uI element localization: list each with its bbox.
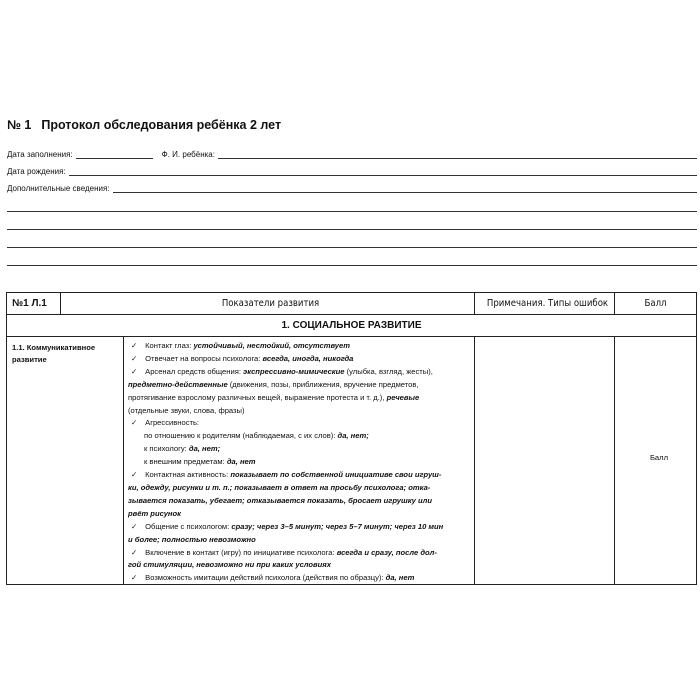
divider xyxy=(474,293,475,314)
child-name-field[interactable] xyxy=(218,148,697,159)
child-name-label: Ф. И. ребёнка: xyxy=(161,150,215,159)
check-icon: ✓ xyxy=(131,418,138,428)
section-title: 1. СОЦИАЛЬНОЕ РАЗВИТИЕ xyxy=(7,315,696,337)
row-label: 1.1. Коммуникативное развитие xyxy=(12,343,96,364)
list-item-continued xyxy=(128,508,475,521)
list-item-continued xyxy=(128,482,475,495)
row-score: Балл xyxy=(649,453,669,462)
header-notes: Примечания. Типы ошибок xyxy=(486,298,609,309)
item-options: зывается показать, убегает; отказывается показать, бросает игрушку или xyxy=(128,495,433,505)
extra-info-line-1[interactable] xyxy=(7,211,697,212)
divider xyxy=(123,336,124,584)
check-icon: ✓ xyxy=(131,366,138,376)
date-filled-label: Дата заполнения: xyxy=(7,150,73,159)
item-label: Возможность имитации действий психолога (действия по образцу): xyxy=(145,573,386,583)
protocol-table xyxy=(6,292,697,585)
item-options: ки, одежду, рисунки и т. п.; показывает в ответ на просьбу психолога; отка- xyxy=(128,482,431,492)
check-icon: ✓ xyxy=(131,521,138,531)
list-item xyxy=(128,366,475,379)
item-options: показывает по собственной инициативе свои игруш- xyxy=(230,470,442,480)
item-text: к внешним предметам: xyxy=(144,457,227,467)
list-item xyxy=(128,572,475,585)
header-code: №1 Л.1 xyxy=(12,298,47,309)
protocol-number: № 1 xyxy=(7,118,32,132)
extra-info-line-4[interactable] xyxy=(7,265,697,266)
protocol-title: Протокол обследования ребёнка 2 лет xyxy=(41,118,282,132)
list-item-continued xyxy=(128,534,475,547)
item-label: Контактная активность: xyxy=(145,470,231,480)
item-text: (отдельные звуки, слова, фразы) xyxy=(128,405,245,415)
check-icon: ✓ xyxy=(131,353,138,363)
item-text: (движения, позы, приближения, вручение предметов, xyxy=(227,379,419,389)
header-score: Балл xyxy=(644,298,667,309)
item-options: рвёт рисунок xyxy=(128,508,182,518)
check-icon: ✓ xyxy=(131,470,138,480)
divider xyxy=(60,293,61,314)
item-label: Общение с психологом: xyxy=(145,521,232,531)
item-label: Отвечает на вопросы психолога: xyxy=(145,353,263,363)
list-item xyxy=(128,469,475,482)
item-label: Включение в контакт (игру) по инициативе психолога: xyxy=(145,547,337,557)
list-item-continued xyxy=(128,495,475,508)
list-subitem xyxy=(128,443,475,456)
item-options: сразу; через 3–5 минут; через 5–7 минут; через 10 мин xyxy=(231,521,444,531)
divider xyxy=(614,293,615,314)
extra-info-field[interactable] xyxy=(113,182,697,193)
item-options: речевые xyxy=(386,392,420,402)
list-item xyxy=(128,521,475,534)
list-item-continued xyxy=(128,379,475,392)
header-indicators: Показатели развития xyxy=(221,298,320,309)
item-options: предметно-действенные xyxy=(128,379,228,389)
extra-info-line-2[interactable] xyxy=(7,229,697,230)
item-options: да, нет xyxy=(226,457,256,467)
row-date-name xyxy=(7,148,697,159)
page-title xyxy=(7,118,281,132)
item-options: устойчивый, нестойкий, отсутствует xyxy=(193,341,350,350)
check-icon: ✓ xyxy=(131,341,138,350)
row-birth-date xyxy=(7,165,697,176)
check-icon: ✓ xyxy=(131,573,138,583)
item-options: да, нет; xyxy=(188,444,221,454)
item-options: всегда, иногда, никогда xyxy=(262,353,354,363)
item-options: да, нет; xyxy=(337,431,369,441)
item-options: да, нет xyxy=(385,573,415,583)
list-item xyxy=(128,417,475,430)
date-filled-field[interactable] xyxy=(76,148,153,159)
birth-date-field[interactable] xyxy=(69,165,697,176)
item-text: к психологу: xyxy=(144,444,189,454)
check-icon: ✓ xyxy=(131,547,138,557)
item-text: по отношению к родителям (наблюдаемая, с их слов): xyxy=(144,431,338,441)
item-options: экспрессивно-мимические xyxy=(243,366,345,376)
list-item-continued xyxy=(128,392,475,405)
extra-info-label: Дополнительные сведения: xyxy=(7,184,110,193)
item-options: всегда и сразу, после дол- xyxy=(336,547,437,557)
item-text: (улыбка, взгляд, жесты), xyxy=(344,366,433,376)
list-item-continued xyxy=(128,559,475,572)
item-label: Агрессивность: xyxy=(145,418,200,428)
item-text: протягивание взрослому различных вещей, выражение протеста и т. д.), xyxy=(128,392,387,402)
item-options: гой стимуляции, невозможно ни при каких условиях xyxy=(128,560,331,570)
item-options: и более; полностью невозможно xyxy=(128,534,256,544)
list-item xyxy=(128,353,475,366)
list-subitem xyxy=(128,456,475,469)
item-label: Контакт глаз: xyxy=(145,341,194,350)
item-label: Арсенал средств общения: xyxy=(145,366,244,376)
birth-date-label: Дата рождения: xyxy=(7,167,66,176)
list-subitem xyxy=(128,430,475,443)
extra-info-line-3[interactable] xyxy=(7,247,697,248)
divider xyxy=(614,336,615,584)
table-header xyxy=(7,293,696,315)
list-item xyxy=(128,340,475,353)
list-item-continued xyxy=(128,405,475,418)
list-item xyxy=(128,547,475,560)
indicator-list xyxy=(128,340,475,585)
row-extra-info xyxy=(7,182,697,193)
